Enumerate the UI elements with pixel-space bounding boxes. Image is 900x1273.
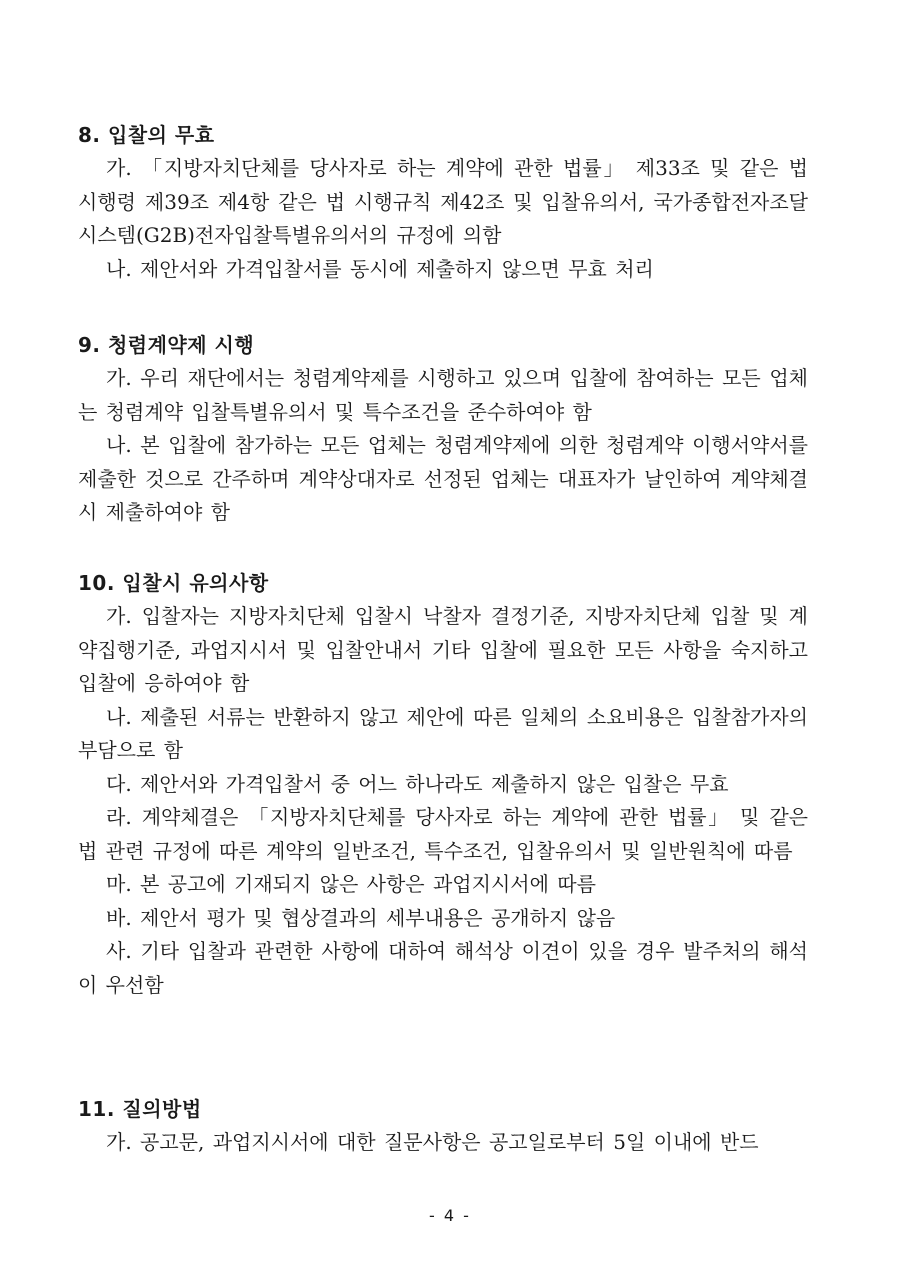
section-item: 라. 계약체결은 「지방자치단체를 당사자로 하는 계약에 관한 법률」 및 같은 법 관련 규정에 따른 계약의 일반조건, 특수조건, 입찰유의서 및 일반원칙에 따름 bbox=[78, 805, 808, 863]
section-item: 바. 제안서 평가 및 협상결과의 세부내용은 공개하지 않음 bbox=[106, 905, 616, 930]
section-heading: 10. 입찰시 유의사항 bbox=[78, 571, 269, 595]
section-invalid-bid bbox=[78, 118, 808, 286]
section-item: 가. 「지방자치단체를 당사자로 하는 계약에 관한 법률」 제33조 및 같은 법 시행령 제39조 제4항 같은 법 시행규칙 제42조 및 입찰유의서, 국가종합전자조달시스템(G2B)전자입찰특별유의서의 규정에 의함 bbox=[78, 156, 808, 247]
section-item: 가. 우리 재단에서는 청렴계약제를 시행하고 있으며 입찰에 참여하는 모든 업체는 청렴계약 입찰특별유의서 및 특수조건을 준수하여야 함 bbox=[78, 366, 808, 424]
section-heading: 8. 입찰의 무효 bbox=[78, 123, 215, 147]
section-heading: 9. 청렴계약제 시행 bbox=[78, 333, 255, 357]
section-item: 사. 기타 입찰과 관련한 사항에 대하여 해석상 이견이 있을 경우 발주처의 해석이 우선함 bbox=[78, 939, 808, 997]
page-number: - 4 - bbox=[429, 1206, 471, 1225]
section-item: 나. 제안서와 가격입찰서를 동시에 제출하지 않으면 무효 처리 bbox=[106, 256, 654, 281]
section-item: 마. 본 공고에 기재되지 않은 사항은 과업지시서에 따름 bbox=[106, 872, 596, 896]
section-integrity-contract bbox=[78, 328, 808, 530]
section-item: 다. 제안서와 가격입찰서 중 어느 하나라도 제출하지 않은 입찰은 무효 bbox=[106, 771, 729, 796]
section-item: 가. 입찰자는 지방자치단체 입찰시 낙찰자 결정기준, 지방자치단체 입찰 및 계약집행기준, 과업지시서 및 입찰안내서 기타 입찰에 필요한 모든 사항을 숙지하고 입찰에 응하여야 함 bbox=[78, 604, 808, 695]
section-bid-notes bbox=[78, 566, 808, 1002]
section-heading: 11. 질의방법 bbox=[78, 1097, 202, 1121]
section-item: 가. 공고문, 과업지시서에 대한 질문사항은 공고일로부터 5일 이내에 반드 bbox=[106, 1130, 759, 1154]
section-item: 나. 본 입찰에 참가하는 모든 업체는 청렴계약제에 의한 청렴계약 이행서약서를 제출한 것으로 간주하며 계약상대자로 선정된 업체는 대표자가 날인하여 계약체결 시 제출하여야 함 bbox=[78, 433, 808, 524]
section-item: 나. 제출된 서류는 반환하지 않고 제안에 따른 일체의 소요비용은 입찰참가자의 부담으로 함 bbox=[78, 704, 808, 762]
section-inquiry-method bbox=[78, 1092, 808, 1160]
